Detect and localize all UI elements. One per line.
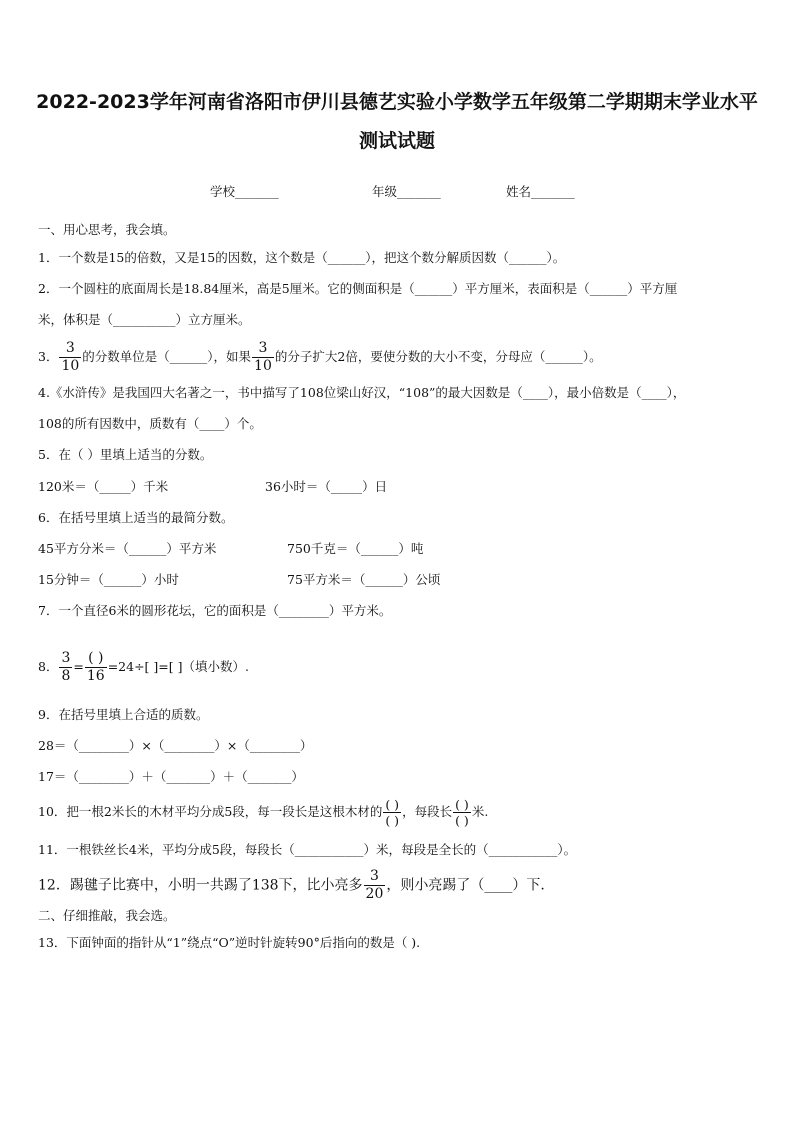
question-6d: 75平方米＝（______）公顷 bbox=[287, 572, 441, 587]
fraction: $\frac{( )}{( )}$ bbox=[385, 797, 400, 828]
question-8: 8． $\frac{3}{8}$ = $\frac{( )}{16}$ =24÷[ ]=[ ]（填小数）. bbox=[38, 650, 249, 684]
question-9: 9．在括号里填上合适的质数。 bbox=[38, 707, 209, 722]
question-6: 6．在括号里填上适当的最简分数。 bbox=[38, 510, 234, 525]
fraction: $\frac{3}{10}$ bbox=[61, 340, 80, 374]
school-field: 学校_______ bbox=[210, 184, 279, 199]
question-11: 11．一根铁丝长4米，平均分成5段，每段长（___________）米，每段是全长的（___________）。 bbox=[38, 842, 577, 857]
fraction: $\frac{3}{20}$ bbox=[365, 868, 384, 902]
fraction: $\frac{3}{10}$ bbox=[254, 340, 272, 374]
question-6a: 45平方分米＝（______）平方米 bbox=[38, 541, 217, 556]
question-2-line2: 米，体积是（__________）立方厘米。 bbox=[38, 312, 251, 327]
question-7: 7．一个直径6米的圆形花坛，它的面积是（________）平方米。 bbox=[38, 603, 392, 618]
section-heading-2: 二、仔细推敲，我会选。 bbox=[38, 908, 176, 923]
fraction: $\frac{( )}{( )}$ bbox=[455, 797, 469, 828]
question-5: 5．在（ ）里填上适当的分数。 bbox=[38, 447, 213, 462]
question-4-line2: 108的所有因数中，质数有（____）个。 bbox=[38, 416, 262, 431]
question-3: 3． $\frac{3}{10}$ 的分数单位是（______），如果 $\frac{3}{10}$ 的分子扩大2倍，要使分数的大小不变，分母应（______）。 bbox=[38, 340, 602, 374]
fraction: $\frac{3}{8}$ bbox=[61, 650, 71, 684]
page-title: 2022-2023学年河南省洛阳市伊川县德艺实验小学数学五年级第二学期期末学业水平 bbox=[36, 91, 758, 113]
grade-field: 年级_______ bbox=[372, 184, 441, 199]
question-12: 12．踢毽子比赛中，小明一共踢了138下，比小亮多 $\frac{3}{20}$ ，则小亮踢了（____）下. bbox=[38, 868, 545, 902]
question-6c: 15分钟＝（______）小时 bbox=[38, 572, 179, 587]
fraction: $\frac{( )}{16}$ bbox=[86, 650, 105, 684]
question-9b: 17＝（________）＋（_______）＋（_______） bbox=[38, 769, 304, 784]
question-4-line1: 4.《水浒传》是我国四大名著之一，书中描写了108位梁山好汉，“108”的最大因数是（____），最小倍数是（____）， bbox=[38, 385, 686, 400]
question-5a: 120米＝（_____）千米 bbox=[38, 479, 169, 494]
question-9a: 28＝（________）×（________）×（________） bbox=[38, 738, 313, 753]
name-field: 姓名_______ bbox=[506, 184, 575, 199]
page-title-line2: 测试试题 bbox=[358, 130, 435, 152]
question-5b: 36小时＝（_____）日 bbox=[265, 479, 388, 494]
question-13: 13．下面钟面的指针从“1”绕点“O”逆时针旋转90°后指向的数是（ ). bbox=[38, 935, 421, 950]
question-1: 1．一个数是15的倍数，又是15的因数，这个数是（______），把这个数分解质因数（______）。 bbox=[38, 250, 566, 265]
question-10: 10．把一根2米长的木材平均分成5段，每一段长是这根木材的 $\frac{( )}{( )}$ ，每段长 $\frac{( )}{( )}$ 米. bbox=[38, 797, 489, 828]
question-2-line1: 2．一个圆柱的底面周长是18.84厘米，高是5厘米。它的侧面积是（______）平方厘米，表面积是（______）平方厘 bbox=[38, 281, 678, 296]
section-heading-1: 一、用心思考，我会填。 bbox=[38, 222, 176, 237]
question-6b: 750千克＝（______）吨 bbox=[287, 541, 424, 556]
student-info-row bbox=[0, 182, 794, 198]
